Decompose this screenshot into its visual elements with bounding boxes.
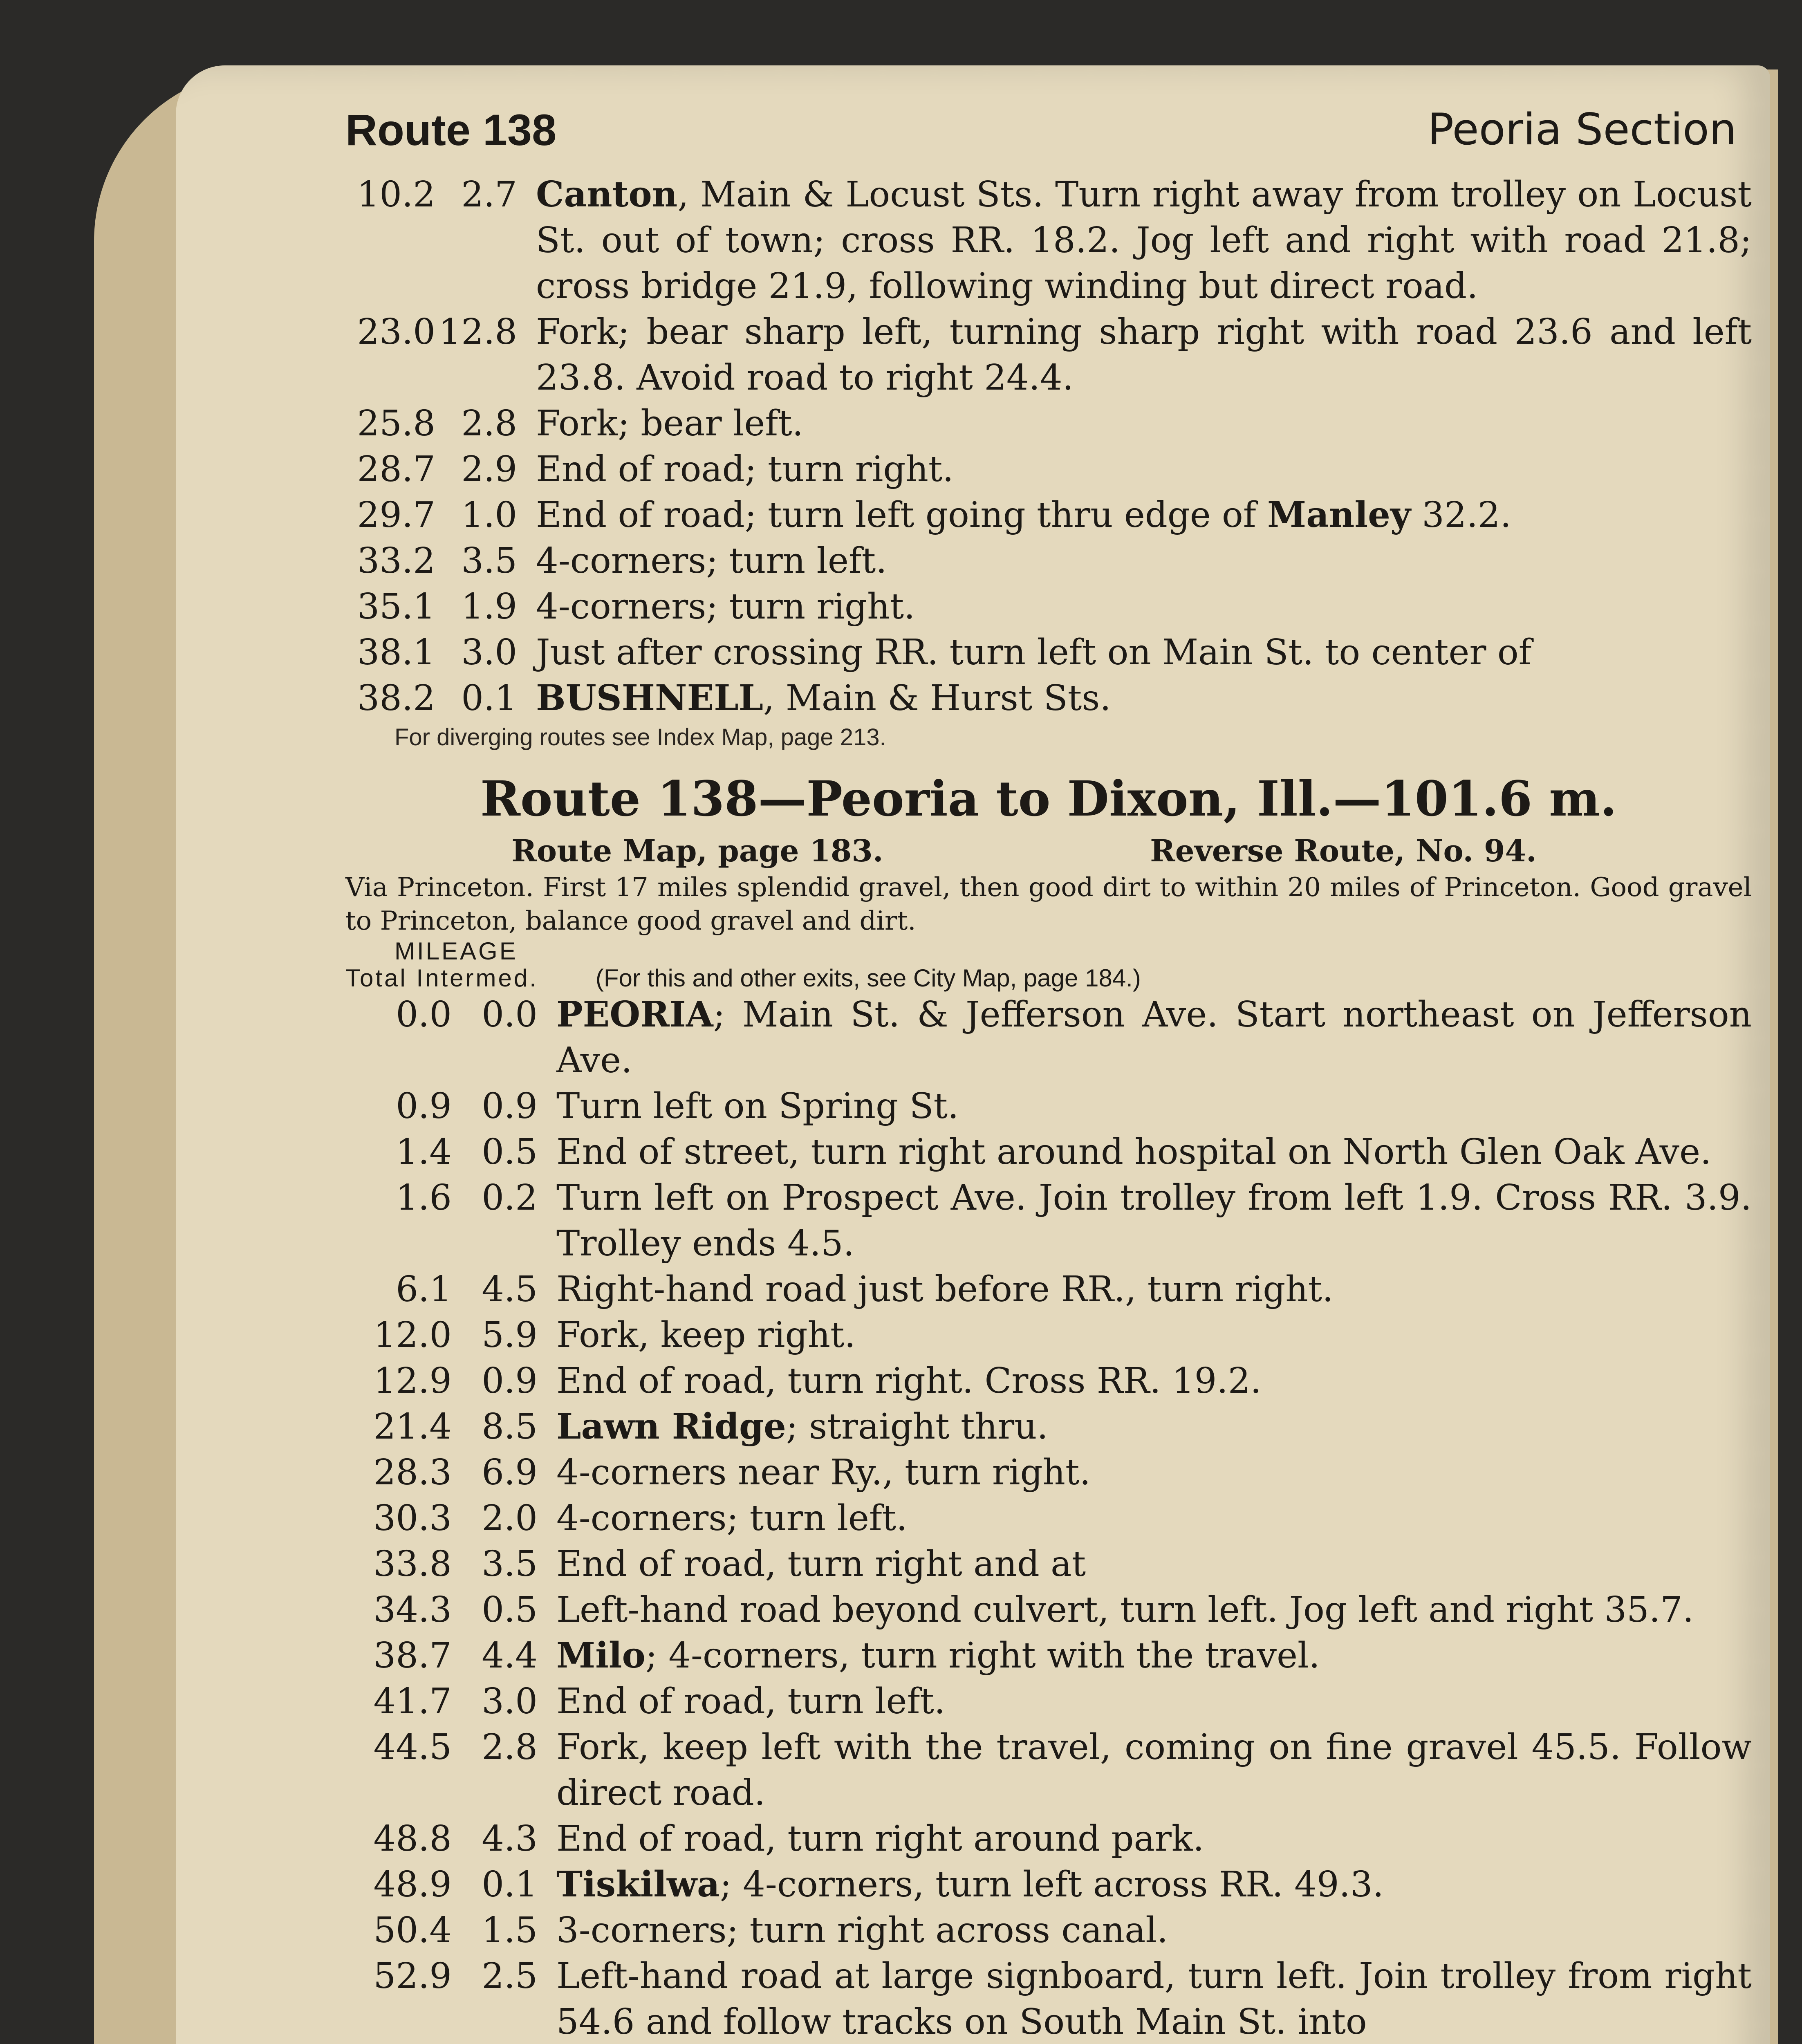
route-entry [345,1953,1752,2044]
intermediate-mileage: 2.8 [461,403,517,444]
total-mileage: 0.0 [396,994,452,1035]
route-entry [345,538,1752,584]
place-name: Milo [556,1635,645,1676]
place-name: Tiskilwa [556,1864,720,1905]
intermediate-mileage: 3.0 [482,1681,538,1722]
place-name: Lawn Ridge [556,1406,786,1447]
intermediate-mileage: 1.5 [482,1910,538,1951]
total-mileage: 28.7 [357,449,435,490]
place-name: PEORIA [556,994,713,1035]
intermediate-mileage: 2.0 [482,1498,538,1539]
intermediate-mileage: 0.2 [482,1177,538,1218]
direction-text: End of road, turn left. [556,1681,946,1722]
total-mileage: 23.0 [357,312,435,352]
route-entry [345,1358,1752,1404]
mileage-header [345,938,1752,992]
reverse-route-ref: Reverse Route, No. 94. [1150,834,1537,869]
intermediate-mileage: 2.8 [482,1727,538,1768]
mileage-columns: Total Intermed. [345,964,538,992]
direction-text: Lawn Ridge; straight thru. [556,1406,1048,1447]
total-mileage: 12.9 [373,1360,452,1401]
total-mileage: 33.2 [357,540,435,581]
route-subheading [345,831,1752,871]
intermediate-mileage: 0.9 [482,1360,538,1401]
route-entry [345,675,1752,721]
total-mileage: 48.9 [373,1864,452,1905]
direction-text: Tiskilwa; 4-corners, turn left across RR. 49.3. [556,1864,1384,1905]
route-entry [345,1679,1752,1724]
direction-text: Right-hand road just before RR., turn right. [556,1269,1334,1310]
mileage-labels [345,938,538,992]
direction-text: 3-corners; turn right across canal. [556,1910,1168,1951]
direction-text: PEORIA; Main St. & Jefferson Ave. Start northeast on Jefferson Ave. [556,994,1752,1081]
intermediate-mileage: 0.5 [482,1589,538,1630]
total-mileage: 50.4 [373,1910,452,1951]
route-entry [345,1450,1752,1495]
route-entry [345,1587,1752,1633]
total-mileage: 34.3 [373,1589,452,1630]
road-note: Via Princeton. First 17 miles splendid gravel, then good dirt to within 20 miles of Princeton. Good gravel to Princeton, balance good gravel and dirt. [345,872,1752,936]
total-mileage: 29.7 [357,495,435,536]
direction-text: 4-corners; turn right. [536,586,915,627]
total-mileage: 33.8 [373,1544,452,1585]
route-entry [345,492,1752,538]
route-entry [345,992,1752,1083]
place-name: BUSHNELL [536,677,764,719]
city-map-note: (For this and other exits, see City Map, page 184.) [595,964,1141,992]
direction-text: Left-hand road at large signboard, turn left. Join trolley from right 54.6 and follow tracks on South Main St. into [556,1956,1752,2042]
total-mileage: 44.5 [373,1727,452,1768]
total-mileage: 41.7 [373,1681,452,1722]
route-text [345,172,1752,2044]
total-mileage: 1.4 [396,1132,452,1172]
route-entry [345,446,1752,492]
intermediate-mileage: 1.9 [461,586,517,627]
total-mileage: 38.1 [357,632,435,673]
intermediate-mileage: 0.1 [482,1864,538,1905]
total-mileage: 52.9 [373,1956,452,1997]
route-entry [345,1633,1752,1679]
direction-text: End of street, turn right around hospital on North Glen Oak Ave. [556,1132,1712,1172]
route-entry [345,1541,1752,1587]
intermediate-mileage: 8.5 [482,1406,538,1447]
route-entry [345,1907,1752,1953]
route-entry [345,1312,1752,1358]
route-entry [345,309,1752,401]
route-entry [345,1862,1752,1907]
running-header [345,104,1737,166]
direction-text: Fork; bear sharp left, turning sharp right with road 23.6 and left 23.8. Avoid road to right 24.4. [536,312,1752,398]
intermediate-mileage: 4.4 [482,1635,538,1676]
intermediate-mileage: 0.5 [482,1132,538,1172]
route-entry [345,172,1752,309]
route-entry [345,1083,1752,1129]
intermediate-mileage: 4.3 [482,1818,538,1859]
intermediate-mileage: 6.9 [482,1452,538,1493]
route-entry [345,1266,1752,1312]
total-mileage: 25.8 [357,403,435,444]
total-mileage: 6.1 [396,1269,452,1310]
intermediate-mileage: 2.5 [482,1956,538,1997]
mileage-label: MILEAGE [394,937,518,965]
route-map-ref: Route Map, page 183. [511,834,883,869]
place-name: Canton [536,174,678,215]
direction-text: End of road, turn right and at [556,1544,1086,1585]
intermediate-mileage: 2.7 [461,174,517,215]
intermediate-mileage: 0.9 [482,1086,538,1127]
total-mileage: 0.9 [396,1086,452,1127]
total-mileage: 35.1 [357,586,435,627]
route-entry [345,401,1752,446]
intermediate-mileage: 5.9 [482,1315,538,1356]
intermediate-mileage: 0.1 [461,678,517,719]
direction-text: Just after crossing RR. turn left on Main St. to center of [536,632,1532,673]
route-entry [345,1724,1752,1816]
place-name: Manley [1267,494,1411,536]
total-mileage: 38.7 [373,1635,452,1676]
direction-text: Canton, Main & Locust Sts. Turn right away from trolley on Locust St. out of town; cross RR. 18.2. Jog left and right with road 21.8; cross bridge 21.9, following winding but direct road. [536,174,1752,307]
route-entry [345,1129,1752,1175]
part1-list [345,172,1752,721]
direction-text: Fork, keep left with the travel, coming on fine gravel 45.5. Follow direct road. [556,1727,1752,1813]
intermediate-mileage: 3.5 [482,1544,538,1585]
section-header-label: Peoria Section [1428,104,1737,155]
intermediate-mileage: 1.0 [461,495,517,536]
route-entry [345,1404,1752,1450]
direction-text: Milo; 4-corners, turn right with the travel. [556,1635,1320,1676]
total-mileage: 48.8 [373,1818,452,1859]
total-mileage: 12.0 [373,1315,452,1356]
direction-text: End of road; turn right. [536,449,954,490]
total-mileage: 38.2 [357,678,435,719]
direction-text: Left-hand road beyond culvert, turn left. Jog left and right 35.7. [556,1589,1694,1630]
direction-text: End of road, turn right. Cross RR. 19.2. [556,1360,1262,1401]
part2-list [345,992,1752,2044]
total-mileage: 28.3 [373,1452,452,1493]
direction-text: Fork; bear left. [536,403,804,444]
total-mileage: 21.4 [373,1406,452,1447]
total-mileage: 10.2 [357,174,435,215]
direction-text: Turn left on Spring St. [556,1086,959,1127]
total-mileage: 30.3 [373,1498,452,1539]
intermediate-mileage: 12.8 [439,312,517,352]
route-header-label: Route 138 [345,105,557,155]
intermediate-mileage: 0.0 [482,994,538,1035]
direction-text: BUSHNELL, Main & Hurst Sts. [536,677,1111,719]
direction-text: End of road, turn right around park. [556,1818,1204,1859]
intermediate-mileage: 3.5 [461,540,517,581]
direction-text: Turn left on Prospect Ave. Join trolley from left 1.9. Cross RR. 3.9. Trolley ends 4.5. [556,1177,1752,1264]
route-entry [345,630,1752,675]
direction-text: 4-corners; turn left. [536,540,887,581]
total-mileage: 1.6 [396,1177,452,1218]
route-entry [345,1495,1752,1541]
direction-text: 4-corners near Ry., turn right. [556,1452,1091,1493]
route-entry [345,1816,1752,1862]
direction-text: 4-corners; turn left. [556,1498,908,1539]
route-entry [345,1175,1752,1266]
intermediate-mileage: 4.5 [482,1269,538,1310]
intermediate-mileage: 3.0 [461,632,517,673]
direction-text: End of road; turn left going thru edge of Manley 32.2. [536,494,1511,536]
route-title: Route 138—Peoria to Dixon, Ill.—101.6 m. [480,770,1617,827]
direction-text: Fork, keep right. [556,1315,856,1356]
intermediate-mileage: 2.9 [461,449,517,490]
diverging-note: For diverging routes see Index Map, page 213. [394,724,886,751]
route-entry [345,584,1752,630]
